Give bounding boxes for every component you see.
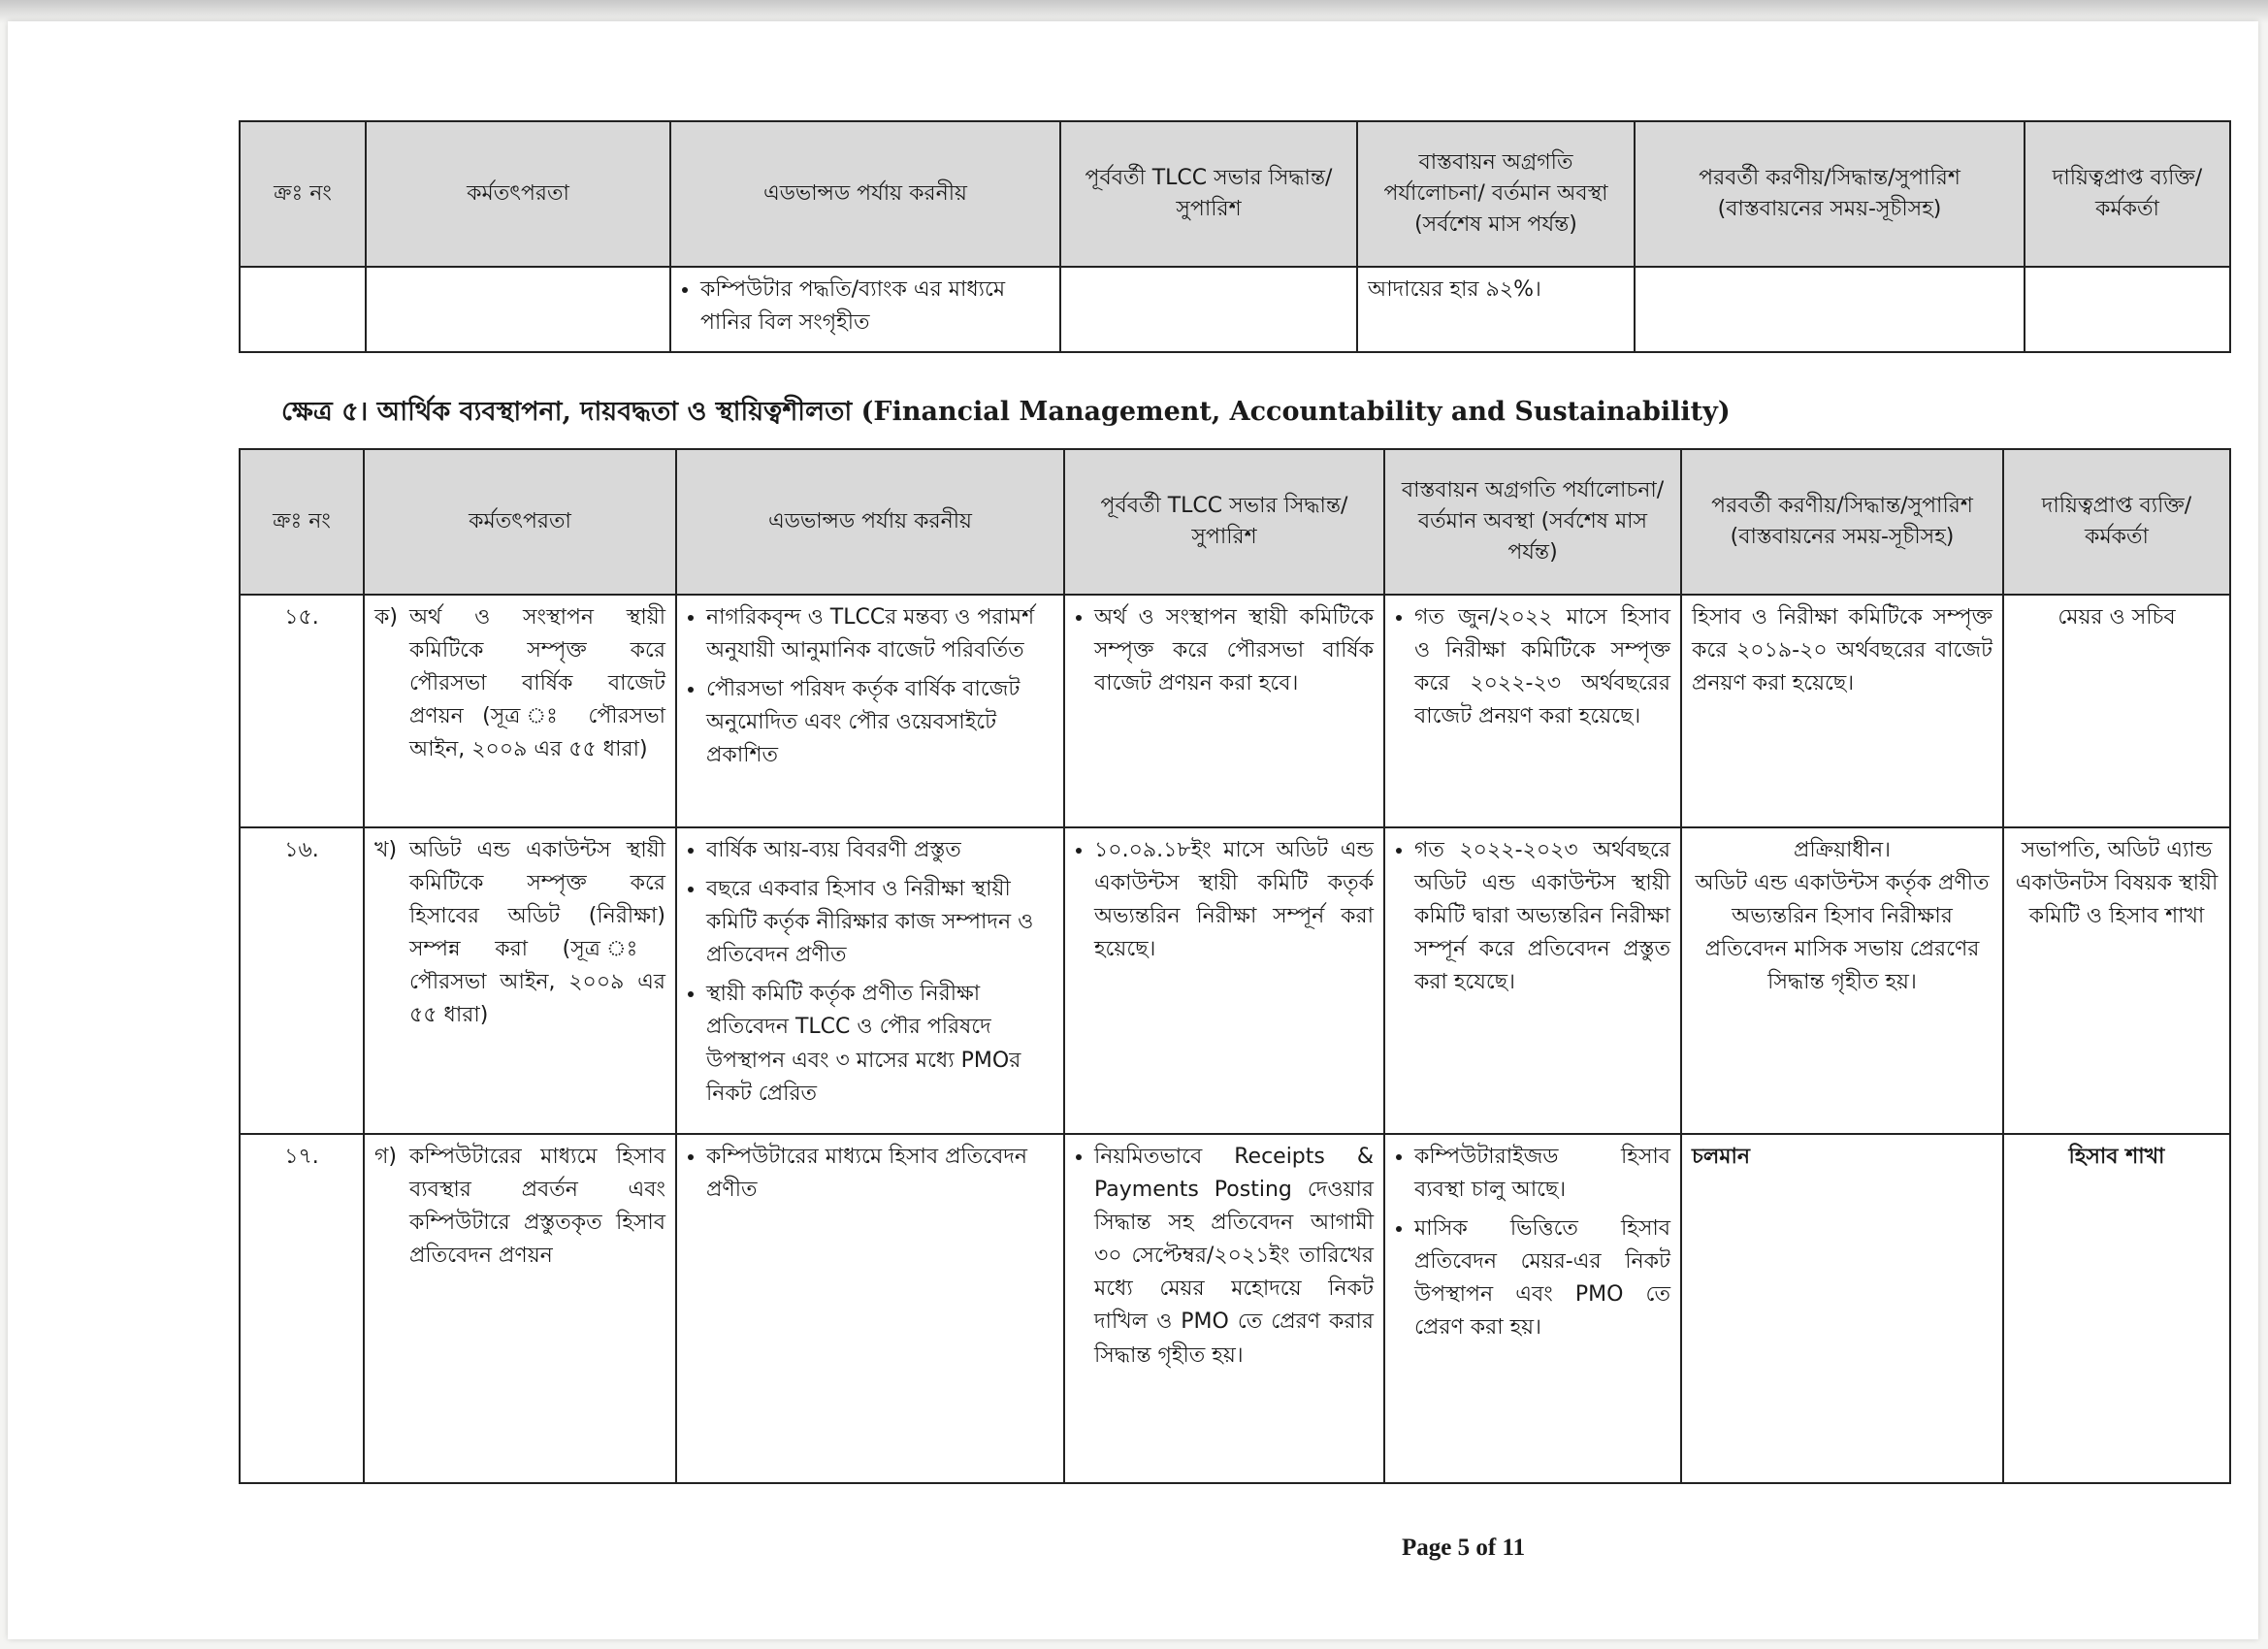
next-text: অডিট এন্ড একাউন্টস কর্তৃক প্রণীত অভ্যন্তরিন হিসাব নিরীক্ষার প্রতিবেদন মাসিক সভায় প্রেরণের সিদ্ধান্ত গৃহীত হয়।	[1695, 871, 1990, 995]
table-row	[240, 595, 2230, 827]
scan-top-shadow	[0, 0, 2268, 23]
header-responsible: দায়িত্বপ্রাপ্ত ব্যক্তি/কর্মকর্তা	[2003, 449, 2230, 595]
list-item: • কম্পিউটারের মাধ্যমে হিসাব প্রতিবেদন প্রণীত	[706, 1141, 1053, 1207]
previous-cell	[1060, 267, 1357, 352]
progress-cell: আদায়ের হার ৯২%।	[1357, 267, 1635, 352]
list-item: • মাসিক ভিত্তিতে হিসাব প্রতিবেদন মেয়র-এর নিকট উপস্থাপন এবং PMO তে প্রেরণ করা হয়।	[1414, 1212, 1670, 1344]
header-advanced: এডভান্সড পর্যায় করনীয়	[676, 449, 1064, 595]
activity-cell	[364, 595, 676, 827]
list-item: • বার্ষিক আয়-ব্যয় বিবরণী প্রস্তুত	[706, 834, 1053, 867]
activity-cell	[364, 827, 676, 1134]
top-table-header	[240, 121, 2230, 267]
list-item: • পৌরসভা পরিষদ কর্তৃক বার্ষিক বাজেট অনুমোদিত এবং পৌর ওয়েবসাইটে প্রকাশিত	[706, 673, 1053, 772]
next-cell: চলমান	[1681, 1134, 2003, 1483]
main-table	[239, 448, 2231, 1484]
list-item: • গত ২০২২-২০২৩ অর্থবছরে অডিট এন্ড একাউন্টস স্থায়ী কমিটি দ্বারা অভ্যন্তরিন নিরীক্ষা সম্পূর্ন করে প্রতিবেদন প্রস্তুত করা হযেছে।	[1414, 834, 1670, 999]
advanced-cell	[676, 595, 1064, 827]
header-advanced: এডভান্সড পর্যায় করনীয়	[670, 121, 1060, 267]
previous-cell	[1064, 1134, 1384, 1483]
header-activity: কর্মতৎপরতা	[366, 121, 670, 267]
list-item: • গত জুন/২০২২ মাসে হিসাব ও নিরীক্ষা কমিটিকে সম্পৃক্ত করে ২০২২-২৩ অর্থবছরের বাজেট প্রনয়ণ করা হয়েছে।	[1414, 601, 1670, 733]
header-previous-tlcc: পূর্ববর্তী TLCC সভার সিদ্ধান্ত/সুপারিশ	[1064, 449, 1384, 595]
header-progress: বাস্তবায়ন অগ্রগতি পর্যালোচনা/ বর্তমান অবস্থা (সর্বশেষ মাস পর্যন্ত)	[1357, 121, 1635, 267]
serial-cell: ১৫.	[240, 595, 364, 827]
serial-cell: ১৬.	[240, 827, 364, 1134]
table-row	[240, 1134, 2230, 1483]
responsible-cell: হিসাব শাখা	[2003, 1134, 2230, 1483]
list-item: • বছরে একবার হিসাব ও নিরীক্ষা স্থায়ী কমিটি কর্তৃক নীরিক্ষার কাজ সম্পাদন ও প্রতিবেদন প্রণীত	[706, 873, 1053, 972]
section-heading: ক্ষেত্র ৫। আর্থিক ব্যবস্থাপনা, দায়বদ্ধতা ও স্থায়িত্বশীলতা (Financial Management, Accountability and Sustainability)	[281, 397, 1731, 427]
responsible-cell	[2025, 267, 2230, 352]
status-text: প্রক্রিয়াধীন।	[1793, 838, 1892, 862]
advanced-cell	[676, 1134, 1064, 1483]
list-item: • কম্পিউটারাইজড হিসাব ব্যবস্থা চালু আছে।	[1414, 1141, 1670, 1207]
serial-cell	[240, 267, 366, 352]
next-cell: হিসাব ও নিরীক্ষা কমিটিকে সম্পৃক্ত করে ২০১৯-২০ অর্থবছরের বাজেট প্রনয়ণ করা হয়েছে।	[1681, 595, 2003, 827]
activity-text: কম্পিউটারের মাধ্যমে হিসাব ব্যবস্থার প্রবর্তন এবং কম্পিউটারে প্রস্তুতকৃত হিসাব প্রতিবেদন প্রণয়ন	[409, 1145, 665, 1269]
next-cell	[1681, 827, 2003, 1134]
progress-cell	[1384, 595, 1681, 827]
list-item: • ১০.০৯.১৮ইং মাসে অডিট এন্ড একাউন্টস স্থায়ী কমিটি কতৃর্ক অভ্যন্তরিন নিরীক্ষা সম্পূর্ন করা হয়েছে।	[1094, 834, 1374, 966]
activity-cell	[366, 267, 670, 352]
activity-text: অডিট এন্ড একাউন্টস স্থায়ী কমিটিকে সম্পৃক্ত করে হিসাবের অডিট (নিরীক্ষা) সম্পন্ন করা (সূত্র ঃ পৌরসভা আইন, ২০০৯ এর ৫৫ ধারা)	[409, 838, 665, 1028]
progress-cell	[1384, 1134, 1681, 1483]
list-item: • স্থায়ী কমিটি কর্তৃক প্রণীত নিরীক্ষা প্রতিবেদন TLCC ও পৌর পরিষদে উপস্থাপন এবং ৩ মাসের মধ্যে PMOর নিকট প্রেরিত	[706, 978, 1053, 1110]
previous-cell	[1064, 827, 1384, 1134]
main-table-header	[240, 449, 2230, 595]
top-table	[239, 120, 2231, 353]
responsible-cell: সভাপতি, অডিট এ্যান্ড একাউনটস বিষয়ক স্থায়ী কমিটি ও হিসাব শাখা	[2003, 827, 2230, 1134]
activity-text: অর্থ ও সংস্থাপন স্থায়ী কমিটিকে সম্পৃক্ত করে পৌরসভা বার্ষিক বাজেট প্রণয়ন (সূত্র ঃ পৌরসভা আইন, ২০০৯ এর ৫৫ ধারা)	[409, 605, 665, 762]
page-number: Page 5 of 11	[1402, 1535, 1526, 1561]
list-item: • অর্থ ও সংস্থাপন স্থায়ী কমিটিকে সম্পৃক্ত করে পৌরসভা বার্ষিক বাজেট প্রণয়ন করা হবে।	[1094, 601, 1374, 700]
activity-cell	[364, 1134, 676, 1483]
progress-cell	[1384, 827, 1681, 1134]
header-serial: ক্রঃ নং	[240, 449, 364, 595]
advanced-cell	[676, 827, 1064, 1134]
list-item: • নাগরিকবৃন্দ ও TLCCর মন্তব্য ও পরামর্শ অনুযায়ী আনুমানিক বাজেট পরিবর্তিত	[706, 601, 1053, 667]
header-serial: ক্রঃ নং	[240, 121, 366, 267]
activity-label: খ)	[374, 838, 398, 862]
responsible-cell: মেয়র ও সচিব	[2003, 595, 2230, 827]
activity-label: ক)	[374, 605, 398, 630]
previous-cell	[1064, 595, 1384, 827]
next-cell	[1635, 267, 2025, 352]
list-item: • কম্পিউটার পদ্ধতি/ব্যাংক এর মাধ্যমে পানির বিল সংগৃহীত	[700, 274, 1050, 340]
advanced-cell	[670, 267, 1060, 352]
table-row	[240, 827, 2230, 1134]
activity-label: গ)	[374, 1145, 398, 1169]
header-activity: কর্মতৎপরতা	[364, 449, 676, 595]
list-item: • নিয়মিতভাবে Receipts & Payments Posting দেওয়ার সিদ্ধান্ত সহ প্রতিবেদন আগামী ৩০ সেপ্টেম্বর/২০২১ইং তারিখের মধ্যে মেয়র মহোদয়ে নিকট দাখিল ও PMO তে প্রেরণ করার সিদ্ধান্ত গৃহীত হয়।	[1094, 1141, 1374, 1373]
table-row	[240, 267, 2230, 352]
header-next-steps: পরবর্তী করণীয়/সিদ্ধান্ত/সুপারিশ (বাস্তবায়নের সময়-সূচীসহ)	[1635, 121, 2025, 267]
serial-cell: ১৭.	[240, 1134, 364, 1483]
header-progress: বাস্তবায়ন অগ্রগতি পর্যালোচনা/ বর্তমান অবস্থা (সর্বশেষ মাস পর্যন্ত)	[1384, 449, 1681, 595]
header-next-steps: পরবর্তী করণীয়/সিদ্ধান্ত/সুপারিশ (বাস্তবায়নের সময়-সূচীসহ)	[1681, 449, 2003, 595]
header-responsible: দায়িত্বপ্রাপ্ত ব্যক্তি/কর্মকর্তা	[2025, 121, 2230, 267]
header-previous-tlcc: পূর্ববর্তী TLCC সভার সিদ্ধান্ত/সুপারিশ	[1060, 121, 1357, 267]
